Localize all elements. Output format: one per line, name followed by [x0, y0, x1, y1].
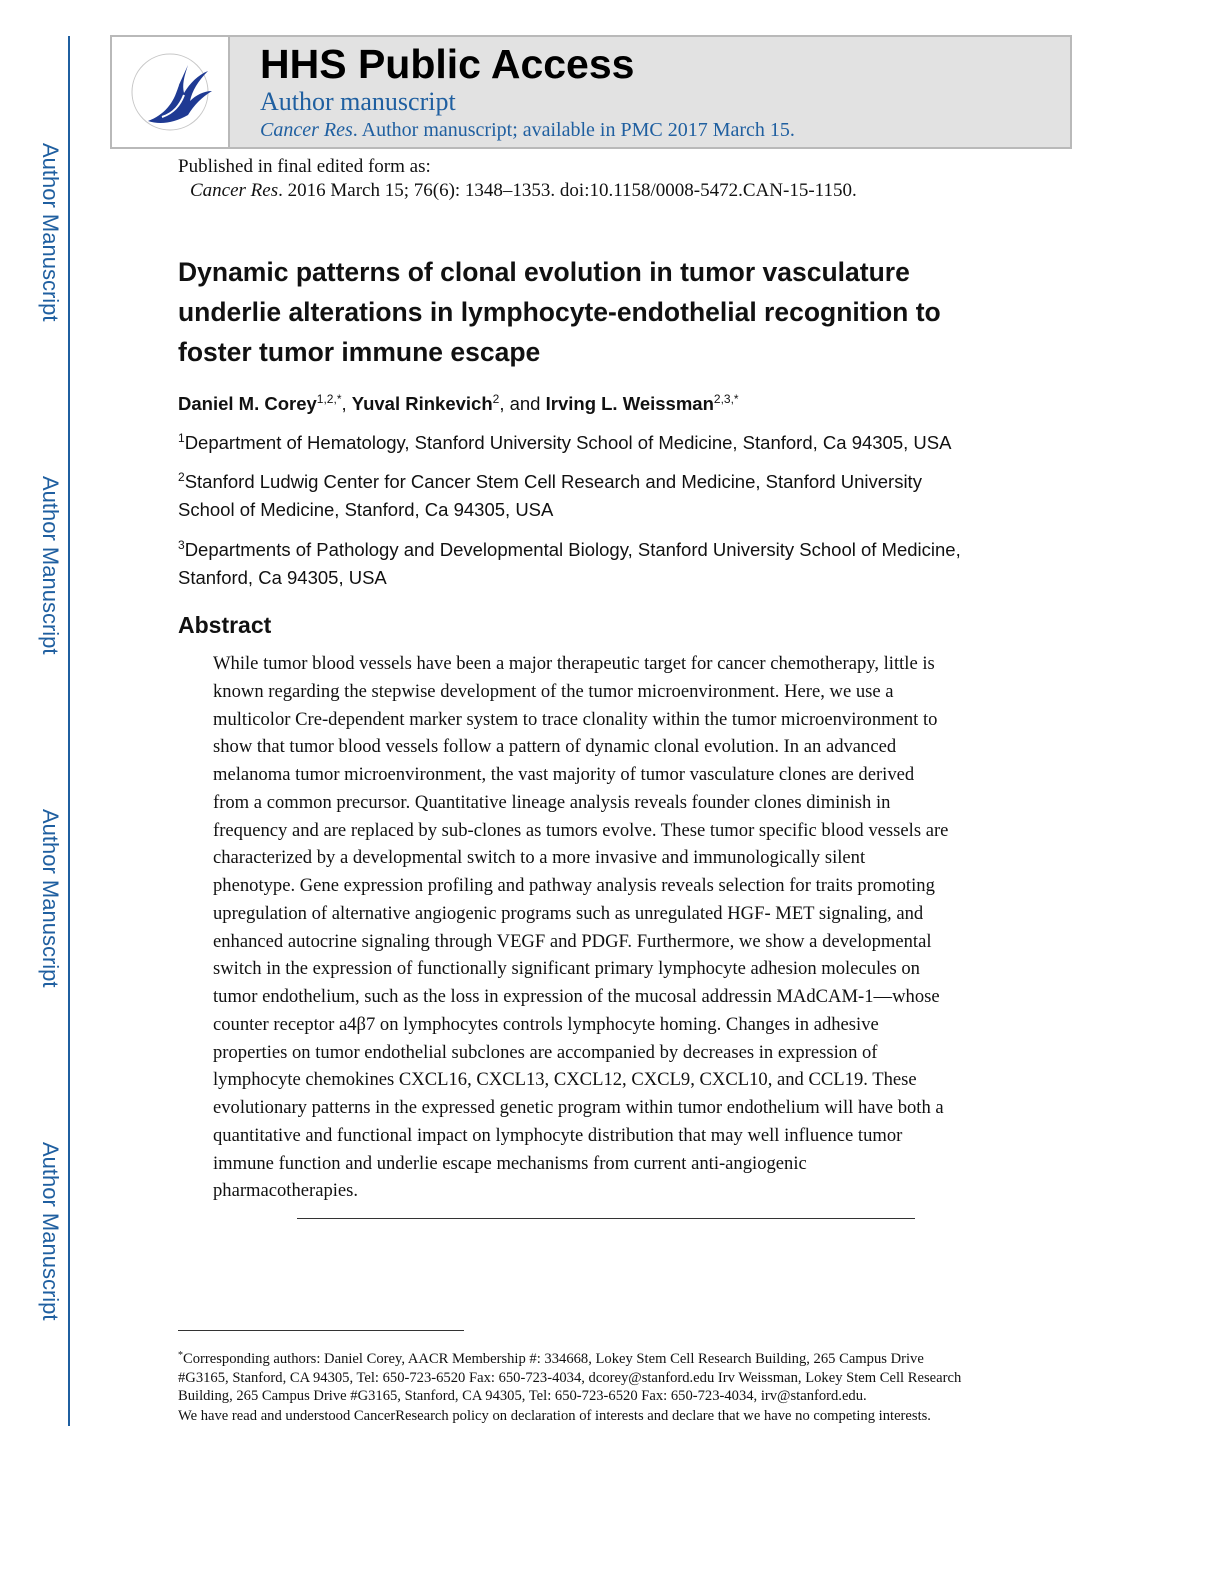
affiliation: $^2$Stanford Ludwig Center for Cancer Stem Cell Research and Medicine, Stanford University School of Medicine, Stanford, Ca 94305, USA — [178, 470, 922, 520]
footnote-line: *Corresponding authors: Daniel Corey, AACR Membership #: 334668, Lokey Stem Cell Research Building, 265 Campus Drive — [178, 1350, 924, 1367]
abstract-line: upregulation of alternative angiogenic programs such as unregulated HGF- MET signaling, and — [213, 902, 924, 924]
banner-availability: Cancer Res. Author manuscript; available in PMC 2017 March 15. — [260, 119, 795, 141]
abstract-line: immune function and underlie escape mechanisms from current anti-angiogenic — [213, 1152, 807, 1174]
side-label: Author Manuscript — [38, 142, 63, 322]
footnote-line: Building, 265 Campus Drive #G3165, Stanford, CA 94305, Tel: 650-723-6520 Fax: 650-723-4034, irv@stanford.edu. — [178, 1388, 867, 1404]
abstract-line: While tumor blood vessels have been a major therapeutic target for cancer chemotherapy, little is — [213, 653, 935, 674]
side-label: Author Manuscript — [38, 1141, 63, 1321]
abstract-line: phenotype. Gene expression profiling and pathway analysis reveals selection for traits promoting — [213, 875, 935, 896]
published-citation: Cancer Res. 2016 March 15; 76(6): 1348–1353. doi:10.1158/0008-5472.CAN-15-1150. — [190, 180, 857, 201]
abstract-line: properties on tumor endothelial subclones are accompanied by decreases in expression of — [213, 1041, 878, 1063]
abstract-line: characterized by a developmental switch to a more invasive and immunologically silent — [213, 847, 866, 869]
side-label: Author Manuscript — [38, 475, 63, 655]
article-title — [178, 252, 1038, 372]
abstract-line: show that tumor blood vessels follow a pattern of dynamic clonal evolution. In an advanced — [213, 736, 897, 758]
abstract-line: multicolor Cre-dependent marker system to trace clonality within the tumor microenvironment to — [213, 708, 938, 730]
hhs-eagle-logo-icon — [112, 37, 228, 147]
title-line: foster tumor immune escape — [178, 337, 541, 367]
abstract-line: known regarding the stepwise development of the tumor microenvironment. Here, we use a — [213, 680, 894, 702]
competing-interests: We have read and understood CancerResearch policy on declaration of interests and declare that we have no competing interests. — [178, 1408, 931, 1424]
hhs-banner — [110, 35, 1072, 149]
abstract-line: lymphocyte chemokines CXCL16, CXCL13, CXCL12, CXCL9, CXCL10, and CCL19. These — [213, 1069, 917, 1091]
footnote-line: #G3165, Stanford, CA 94305, Tel: 650-723-6520 Fax: 650-723-4034, dcorey@stanford.edu Irv Weissman, Lokey Stem Cell Research — [178, 1369, 962, 1386]
side-label: Author Manuscript — [38, 808, 63, 988]
affiliation: $^3$Departments of Pathology and Developmental Biology, Stanford University School of Medicine, Stanford, Ca 94305, USA — [178, 538, 961, 588]
title-line: Dynamic patterns of clonal evolution in tumor vasculature — [178, 257, 910, 287]
published-label: Published in final edited form as: — [178, 156, 431, 177]
author-name: Irving L. Weissman — [545, 393, 714, 414]
published-info — [178, 155, 857, 203]
abstract-line: from a common precursor. Quantitative lineage analysis reveals founder clones diminish in — [213, 791, 891, 813]
author-name: Yuval Rinkevich — [351, 393, 493, 414]
title-line: underlie alterations in lymphocyte-endothelial recognition to — [178, 297, 941, 327]
author-list: Daniel M. Corey$^{1,2,*}$, Yuval Rinkevich$^2$, and Irving L. Weissman$^{2,3,*}$ — [178, 392, 739, 414]
abstract-line: evolutionary patterns in the expressed genetic program within tumor endothelium will have both a — [213, 1097, 944, 1118]
abstract-line: switch in the expression of functionally significant primary lymphocyte adhesion molecules on — [213, 958, 920, 980]
abstract-line: enhanced autocrine signaling through VEGF and PDGF. Furthermore, we show a developmental — [213, 930, 932, 952]
abstract-line: quantitative and functional impact on lymphocyte distribution that may well influence tumor — [213, 1124, 903, 1146]
divider — [297, 1218, 915, 1219]
abstract-line: counter receptor a4β7 on lymphocytes controls lymphocyte homing. Changes in adhesive — [213, 1013, 879, 1035]
abstract-body — [213, 650, 1013, 1205]
abstract-line: tumor endothelium, such as the loss in expression of the mucosal addressin MAdCAM-1—whose — [213, 986, 940, 1007]
abstract-line: pharmacotherapies. — [213, 1180, 359, 1202]
banner-title: HHS Public Access — [260, 41, 635, 87]
banner-subtitle: Author manuscript — [260, 87, 456, 116]
abstract-line: melanoma tumor microenvironment, the vast majority of tumor vasculature clones are derived — [213, 764, 915, 785]
footnote-rule — [178, 1330, 464, 1331]
corresponding-footnote — [178, 1347, 1048, 1406]
abstract-line: frequency and are replaced by sub-clones as tumors evolve. These tumor specific blood vessels are — [213, 819, 949, 841]
hhs-logo — [112, 37, 230, 147]
abstract-heading: Abstract — [178, 612, 272, 638]
footnote-mark: * — [178, 1350, 183, 1361]
author-name: Daniel M. Corey — [178, 393, 317, 414]
affiliation: $^1$Department of Hematology, Stanford University School of Medicine, Stanford, Ca 94305, USA — [178, 431, 952, 453]
